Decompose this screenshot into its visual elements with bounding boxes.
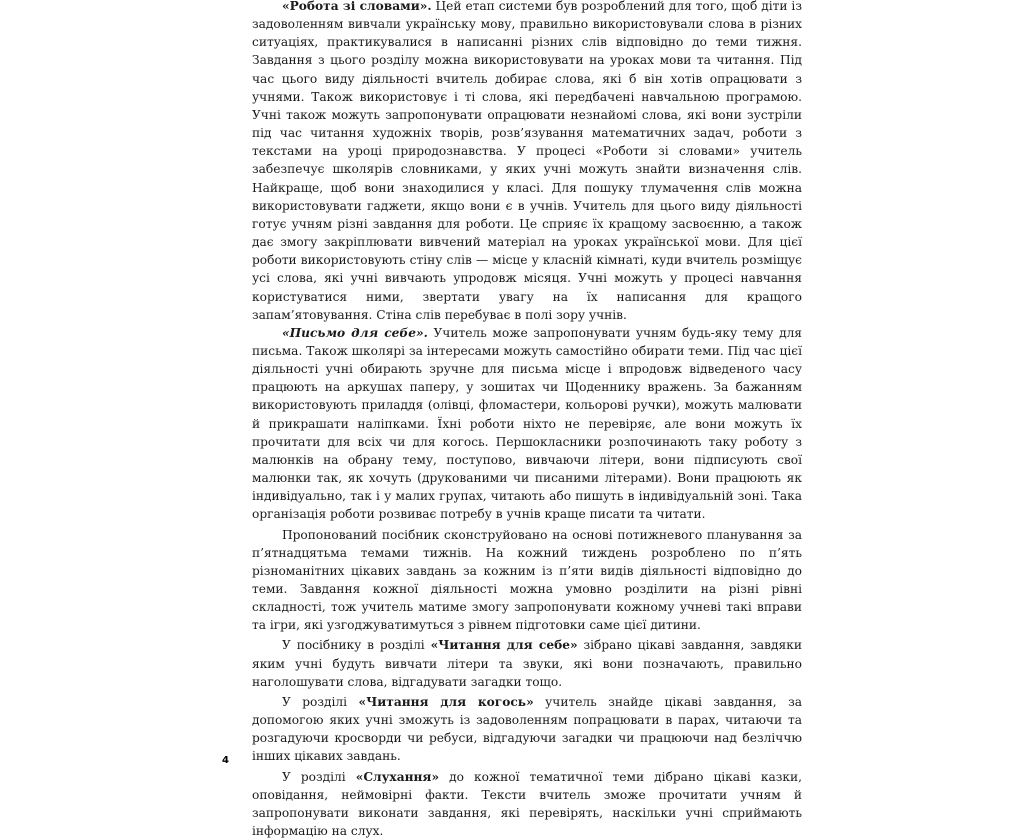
term-reading-for-self: «Читання для себе» (430, 638, 578, 653)
paragraph-prefix: У розділі (282, 694, 359, 709)
term-writing-for-self: «Письмо для себе». (282, 325, 428, 340)
term-listening: «Слухання» (355, 769, 440, 784)
page-number: 4 (222, 755, 229, 766)
paragraph-text: учитель знайде цікаві завдання, за допомогою яких учні зможуть із задоволенням попрацювати в парах, читаючи та розгадуючи кросворди чи ребуси, відгадуючи загадки чи працюючи над безліччю інших цікавих завдань. (252, 694, 803, 764)
paragraph-reading-for-self (252, 636, 802, 690)
paragraph-text: Пропонований посібник сконструйовано на основі потижневого планування за п’ятнадцятьма темами тижнів. На кожний тиждень розроблено по п’ять різноманітних цікавих завдань за кожним із п’яти видів діяльності відповідно до теми. Завдання кожної діяльності можна умовно розділити на різні рівні складності, тож учитель матиме змогу запропонувати кожному учневі такі вправи та ігри, які узгоджуватимуться з рівнем підготовки саме цієї дитини. (252, 527, 802, 633)
paragraph-prefix: У посібнику в розділі (282, 638, 431, 653)
paragraph-text: до кожної тематичної теми дібрано цікаві казки, оповідання, неймовірні факти. Тексти вчитель зможе прочитати учням й запропонувати виконати завдання, які перевірять, наскільки учні сприймають інформацію на слух. (252, 769, 802, 839)
paragraph-manual-overview (252, 526, 802, 635)
paragraph-words-work (252, 0, 802, 324)
paragraph-writing-for-self (252, 324, 802, 524)
page-body (252, 0, 802, 840)
paragraph-text: Цей етап системи був розроблений для того, щоб діти із задоволенням вивчали українську мову, правильно використовували слова в різних ситуаціях, практикувалися в написанні різних слів відповідно до теми тижня. Завдання з цього розділу можна використовувати на уроках мови та читання. Під час цього виду діяльності вчитель добирає слова, які б він хотів опрацювати з учнями. Також використовує і ті слова, які передбачені навчальною програмою. Учні також можуть запропонувати опрацювати незнайомі слова, які вони зустріли під час читання художніх творів, розв’язування математичних задач, роботи з текстами на уроці природознавства. У процесі «Роботи зі словами» учитель забезпечує школярів словниками, у яких учні можуть знайти визначення слів. Найкраще, щоб вони знаходилися у класі. Для пошуку тлумачення слів можна використовувати гаджети, якщо вони є в учнів. Учитель для цього виду діяльності готує учням різні завдання для роботи. Це сприяє їх кращому засвоєнню, а також дає змогу закріплювати вивчений матеріал на уроках української мови. Для цієї роботи використовують стіну слів — місце у класній кімнаті, куди вчитель розміщує усі слова, які учні вивчають упродовж місяця. Учні можуть у процесі навчання користуватися ними, звертати увагу на їх написання для кращого запам’ятовування. Стіна слів перебуває в полі зору учнів. (252, 0, 802, 322)
paragraph-prefix: У розділі (282, 769, 356, 784)
paragraph-listening (252, 768, 802, 840)
paragraph-text: зібрано цікаві завдання, завдяки яким учні будуть вивчати літери та звуки, які вони позначають, правильно наголошувати слова, відгадувати загадки тощо. (252, 638, 802, 689)
term-words-work: «Робота зі словами». (282, 0, 432, 13)
paragraph-reading-for-others (252, 693, 802, 766)
paragraph-text: Учитель може запропонувати учням будь-яку тему для письма. Також школярі за інтересами можуть самостійно обирати теми. Під час цієї діяльності учні обирають зручне для письма місце і впродовж відведеного часу працюють на аркушах паперу, у зошитах чи Щоденнику вражень. За бажанням використовують приладдя (олівці, фломастери, кольорові ручки), можуть малювати й прикрашати наліпками. Їхні роботи ніхто не перевіряє, але вони можуть їх прочитати для всіх чи для когось. Першокласники розпочинають таку роботу з малюнків на обрану тему, поступово, вивчаючи літери, вони підписують свої малюнки так, як хочуть (друкованими чи писаними літерами). Вони працюють як індивідуально, так і у малих групах, читають або пишуть в індивідуальній зоні. Така організація роботи розвиває потребу в учнів краще писати та читати. (252, 325, 802, 522)
term-reading-for-others: «Читання для когось» (358, 694, 534, 709)
